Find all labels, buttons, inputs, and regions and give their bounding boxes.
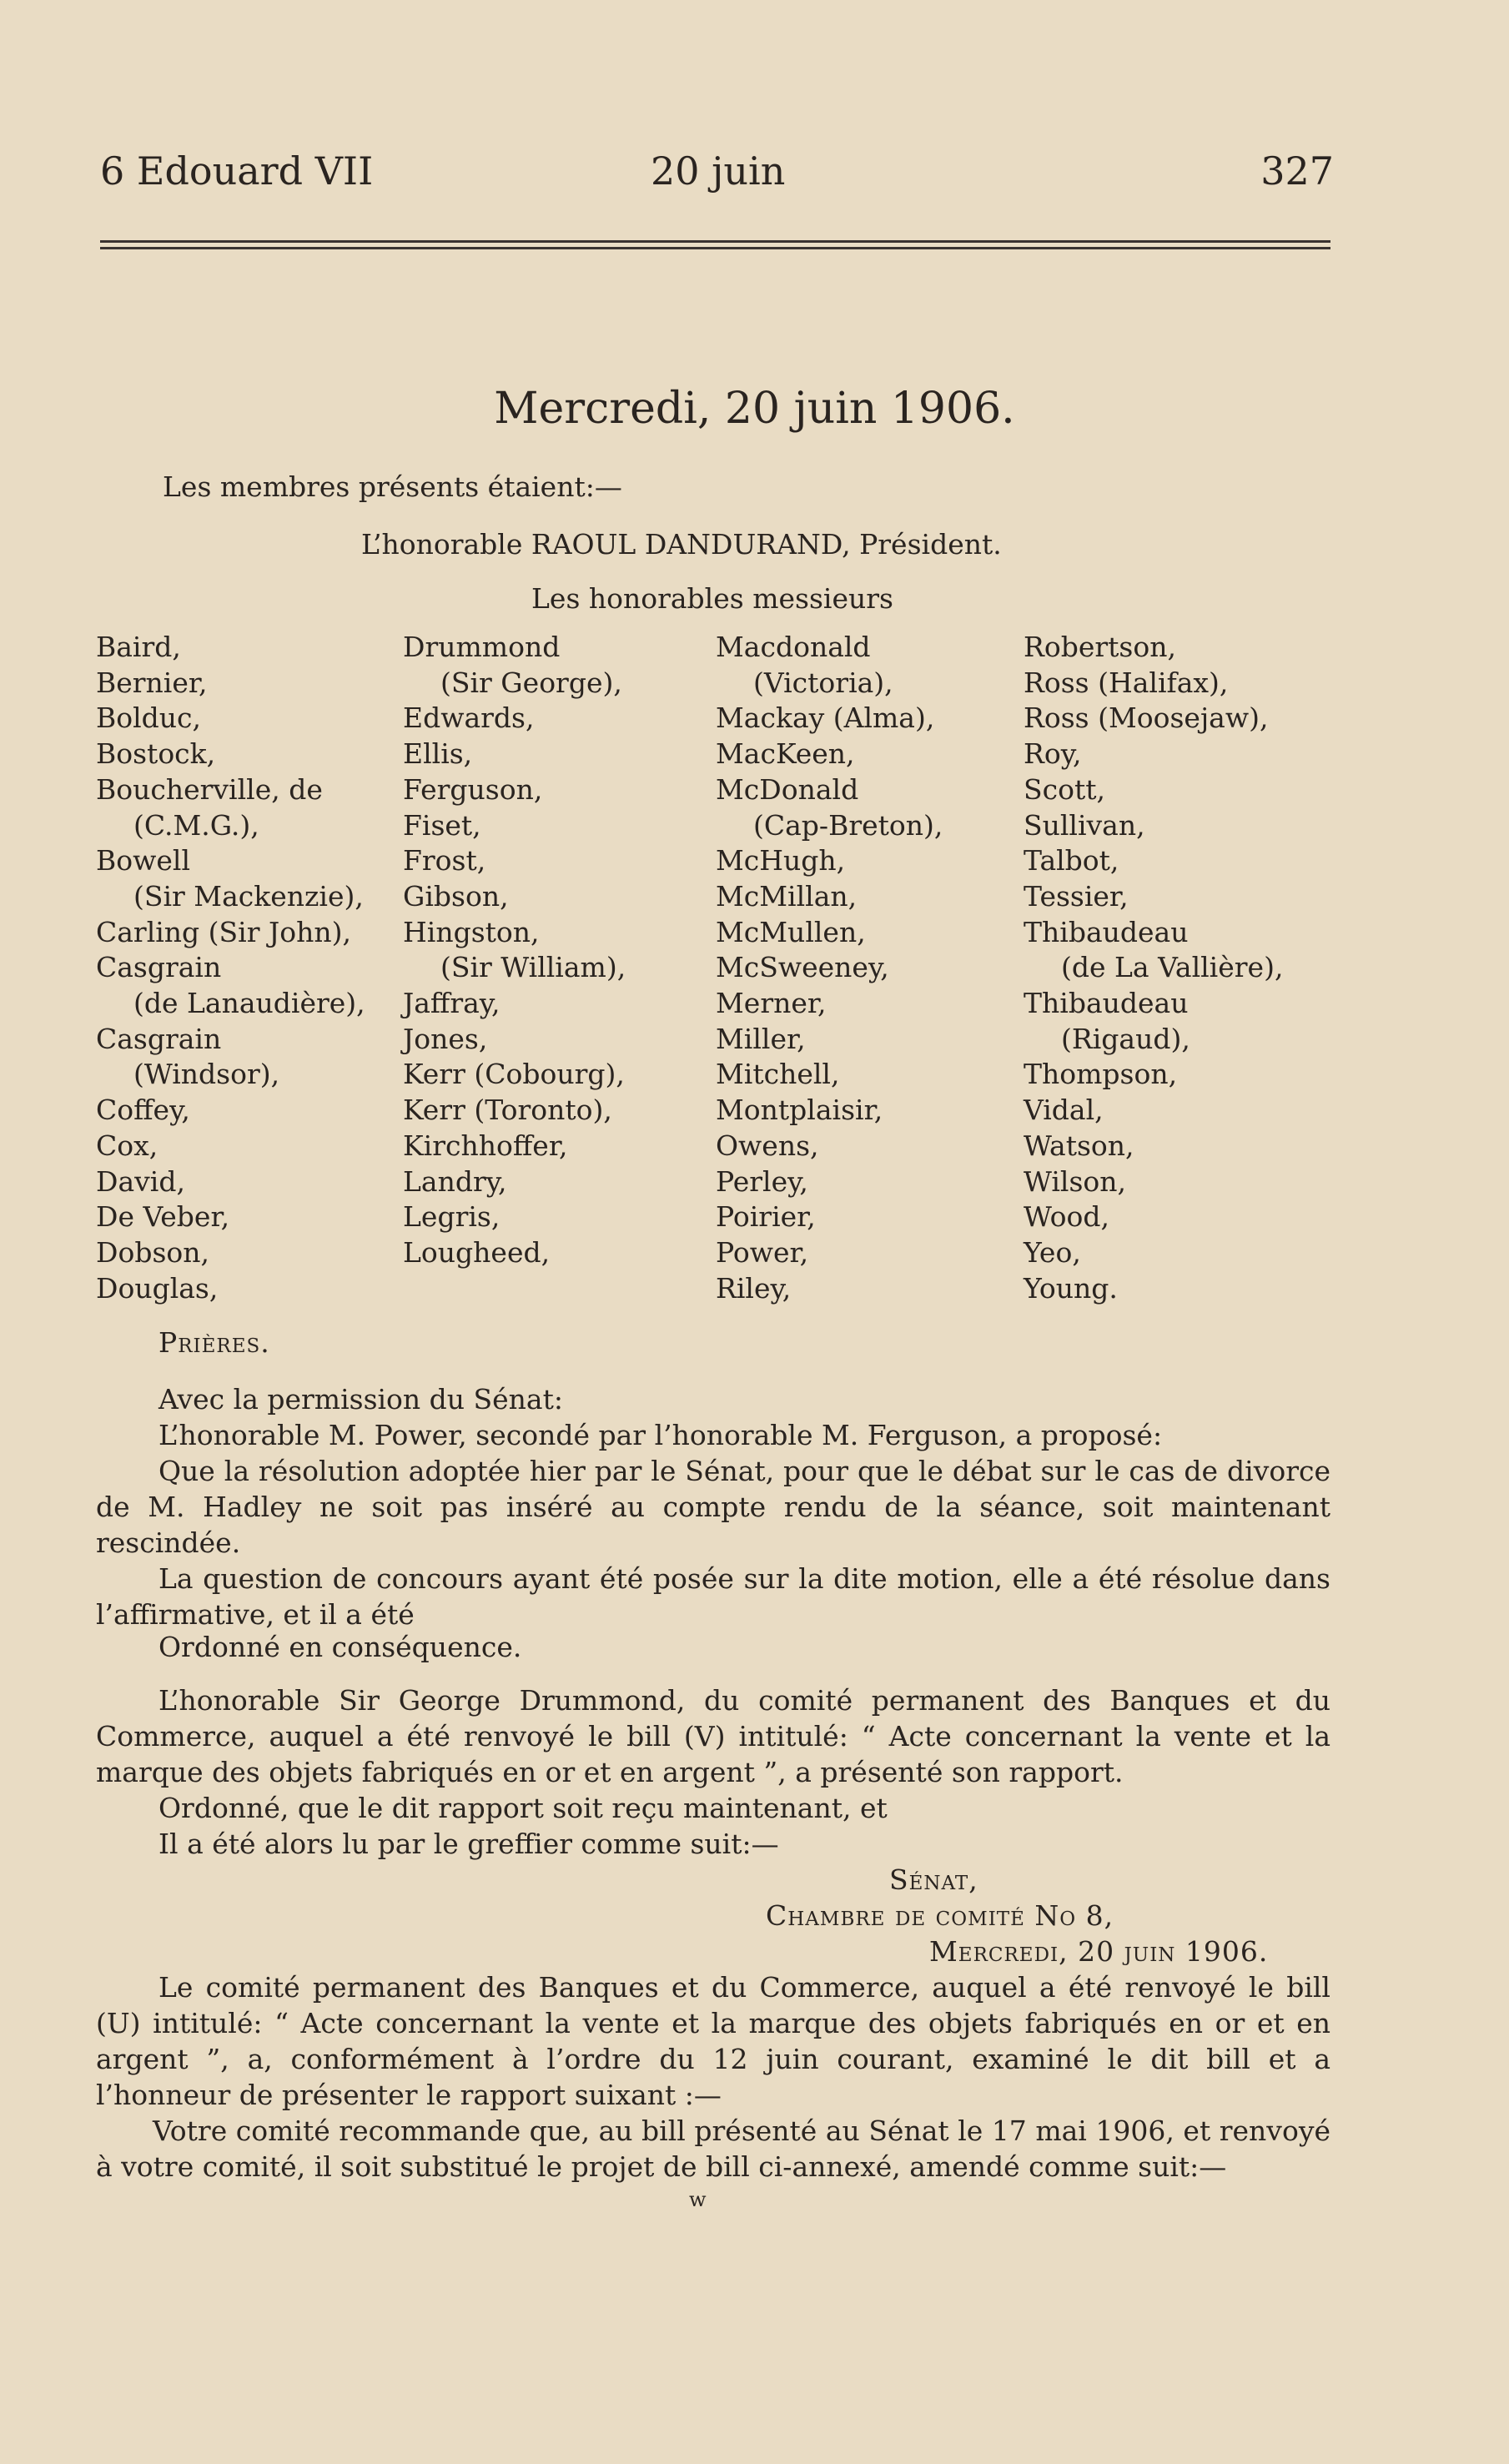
member-name: Ross (Moosejaw), bbox=[1024, 701, 1269, 735]
comite-report-paragraph: Le comité permanent des Banques et du Commerce, auquel a été renvoyé le bill (U) intitulé: “ Acte concernant la vente et la marque des objets fabriqués en or et en argent ”, a, conformément à l’ordre du 12 juin courant, examiné le dit bill et a l’honneur de présenter le rapport suixant :— bbox=[96, 1971, 1330, 2111]
member-name: Kerr (Toronto), bbox=[403, 1094, 612, 1127]
member-name: Frost, bbox=[403, 844, 486, 877]
printer-signature-mark: w bbox=[689, 2188, 707, 2211]
header-regnal-year: 6 Edouard VII bbox=[100, 148, 374, 194]
member-name: Douglas, bbox=[96, 1271, 219, 1305]
member-name: Robertson, bbox=[1024, 631, 1176, 663]
member-name: Wilson, bbox=[1024, 1164, 1126, 1198]
member-name: Bolduc, bbox=[96, 701, 202, 735]
member-name: Ferguson, bbox=[403, 772, 543, 806]
member-name: Young. bbox=[1024, 1271, 1118, 1305]
member-name: McDonald bbox=[716, 772, 859, 806]
member-name: Dobson, bbox=[96, 1235, 209, 1269]
member-name: Montplaisir, bbox=[716, 1094, 883, 1127]
members-column-3 bbox=[716, 630, 943, 1306]
member-name: Jaffray, bbox=[403, 987, 500, 1020]
member-name: Baird, bbox=[96, 631, 181, 663]
member-name: Mitchell, bbox=[716, 1058, 840, 1091]
member-name: Macdonald bbox=[716, 631, 871, 663]
ordonne-paragraph: Ordonné en conséquence. bbox=[158, 1631, 522, 1663]
member-name: Carling (Sir John), bbox=[96, 915, 351, 948]
member-name: Drummond bbox=[403, 631, 561, 663]
votre-comite-paragraph: Votre comité recommande que, au bill présenté au Sénat le 17 mai 1906, et renvoyé à votre comité, il soit substitué le projet de bill ci-annexé, amendé comme suit:— bbox=[96, 2115, 1330, 2183]
member-name: (Victoria), bbox=[753, 666, 893, 699]
member-name: Bostock, bbox=[96, 737, 216, 771]
resolution-paragraph: Que la résolution adoptée hier par le Sénat, pour que le débat sur le cas de divorce de M. Hadley ne soit pas inséré au compte rendu de la séance, soit maintenant rescindée. bbox=[96, 1455, 1330, 1559]
report-senat-heading: Sénat, bbox=[889, 1863, 978, 1896]
member-name: McHugh, bbox=[716, 844, 846, 877]
member-name: Gibson, bbox=[403, 879, 509, 913]
members-column-2 bbox=[403, 630, 626, 1271]
member-name: (Windsor), bbox=[133, 1058, 280, 1091]
member-name: Fiset, bbox=[403, 808, 481, 842]
member-name: McMullen, bbox=[716, 915, 866, 948]
member-name: Lougheed, bbox=[403, 1235, 551, 1269]
member-name: Bernier, bbox=[96, 666, 208, 699]
member-name: Miller, bbox=[716, 1022, 806, 1055]
member-name: Poirier, bbox=[716, 1200, 816, 1234]
header-rule-bottom bbox=[100, 247, 1330, 249]
lu-par-greffier-paragraph: Il a été alors lu par le greffier comme suit:— bbox=[158, 1828, 779, 1860]
member-name: Mackay (Alma), bbox=[716, 701, 935, 735]
member-name: Landry, bbox=[403, 1164, 507, 1198]
report-chambre-line: Chambre de comité No 8, bbox=[766, 1899, 1114, 1932]
drummond-report-paragraph: L’honorable Sir George Drummond, du comité permanent des Banques et du Commerce, auquel a été renvoyé le bill (V) intitulé: “ Acte concernant la vente et la marque des objets fabriqués en or et en argent ”, a présenté son rapport. bbox=[96, 1684, 1330, 1788]
member-name: Cox, bbox=[96, 1129, 158, 1162]
honorables-heading: Les honorables messieurs bbox=[531, 582, 893, 615]
member-name: Vidal, bbox=[1024, 1094, 1104, 1127]
member-name: Roy, bbox=[1024, 737, 1082, 771]
member-name: Kirchhoffer, bbox=[403, 1129, 568, 1162]
member-name: Casgrain bbox=[96, 951, 222, 984]
member-name: Edwards, bbox=[403, 701, 535, 735]
member-name: Talbot, bbox=[1024, 844, 1119, 877]
member-name: Bowell bbox=[96, 844, 191, 877]
member-name: Wood, bbox=[1024, 1200, 1110, 1234]
member-name: Thibaudeau bbox=[1024, 915, 1189, 948]
member-name: David, bbox=[96, 1164, 185, 1198]
report-date-line: Mercredi, 20 juin 1906. bbox=[929, 1935, 1269, 1968]
member-name: Power, bbox=[716, 1235, 809, 1269]
ordonne-recu-paragraph: Ordonné, que le dit rapport soit reçu maintenant, et bbox=[158, 1792, 888, 1824]
header-date: 20 juin bbox=[651, 148, 786, 194]
member-name: (Sir George), bbox=[440, 666, 622, 699]
member-name: Watson, bbox=[1024, 1129, 1134, 1162]
members-column-1 bbox=[96, 630, 365, 1306]
prayers-heading: Prières. bbox=[158, 1326, 270, 1359]
member-name: Jones, bbox=[403, 1022, 488, 1055]
members-intro: Les membres présents étaient:— bbox=[163, 470, 622, 503]
member-name: (Sir William), bbox=[440, 951, 626, 984]
page-number: 327 bbox=[1260, 148, 1334, 194]
member-name: Riley, bbox=[716, 1271, 792, 1305]
member-name: Boucherville, de bbox=[96, 772, 323, 806]
member-name: (Cap-Breton), bbox=[753, 808, 943, 842]
member-name: Ellis, bbox=[403, 737, 473, 771]
member-name: (de Lanaudière), bbox=[133, 987, 365, 1020]
member-name: (C.M.G.), bbox=[133, 808, 259, 842]
member-name: Hingston, bbox=[403, 915, 540, 948]
member-name: Thibaudeau bbox=[1024, 987, 1189, 1020]
question-paragraph: La question de concours ayant été posée sur la dite motion, elle a été résolue dans l’affirmative, et il a été bbox=[96, 1562, 1330, 1631]
member-name: McMillan, bbox=[716, 879, 858, 913]
permission-paragraph: Avec la permission du Sénat: bbox=[158, 1383, 563, 1416]
member-name: Legris, bbox=[403, 1200, 500, 1234]
member-name: Tessier, bbox=[1024, 879, 1129, 913]
member-name: Coffey, bbox=[96, 1094, 190, 1127]
member-name: Sullivan, bbox=[1024, 808, 1145, 842]
member-name: (Rigaud), bbox=[1061, 1022, 1190, 1055]
member-name: Kerr (Cobourg), bbox=[403, 1058, 625, 1091]
member-name: De Veber, bbox=[96, 1200, 230, 1234]
member-name: (de La Vallière), bbox=[1061, 951, 1284, 984]
member-name: Ross (Halifax), bbox=[1024, 666, 1229, 699]
member-name: Yeo, bbox=[1024, 1235, 1081, 1269]
member-name: Casgrain bbox=[96, 1022, 222, 1055]
member-name: Scott, bbox=[1024, 772, 1105, 806]
member-name: Perley, bbox=[716, 1164, 808, 1198]
member-name: Thompson, bbox=[1024, 1058, 1178, 1091]
page-title: Mercredi, 20 juin 1906. bbox=[494, 384, 1015, 434]
power-motion-paragraph: L’honorable M. Power, secondé par l’honorable M. Ferguson, a proposé: bbox=[158, 1419, 1163, 1451]
member-name: McSweeney, bbox=[716, 951, 889, 984]
header-rule-top bbox=[100, 240, 1330, 243]
president-line: L’honorable RAOUL DANDURAND, Président. bbox=[361, 528, 1002, 561]
member-name: (Sir Mackenzie), bbox=[133, 879, 364, 913]
member-name: Merner, bbox=[716, 987, 827, 1020]
member-name: MacKeen, bbox=[716, 737, 855, 771]
member-name: Owens, bbox=[716, 1129, 819, 1162]
members-column-4 bbox=[1024, 630, 1283, 1306]
